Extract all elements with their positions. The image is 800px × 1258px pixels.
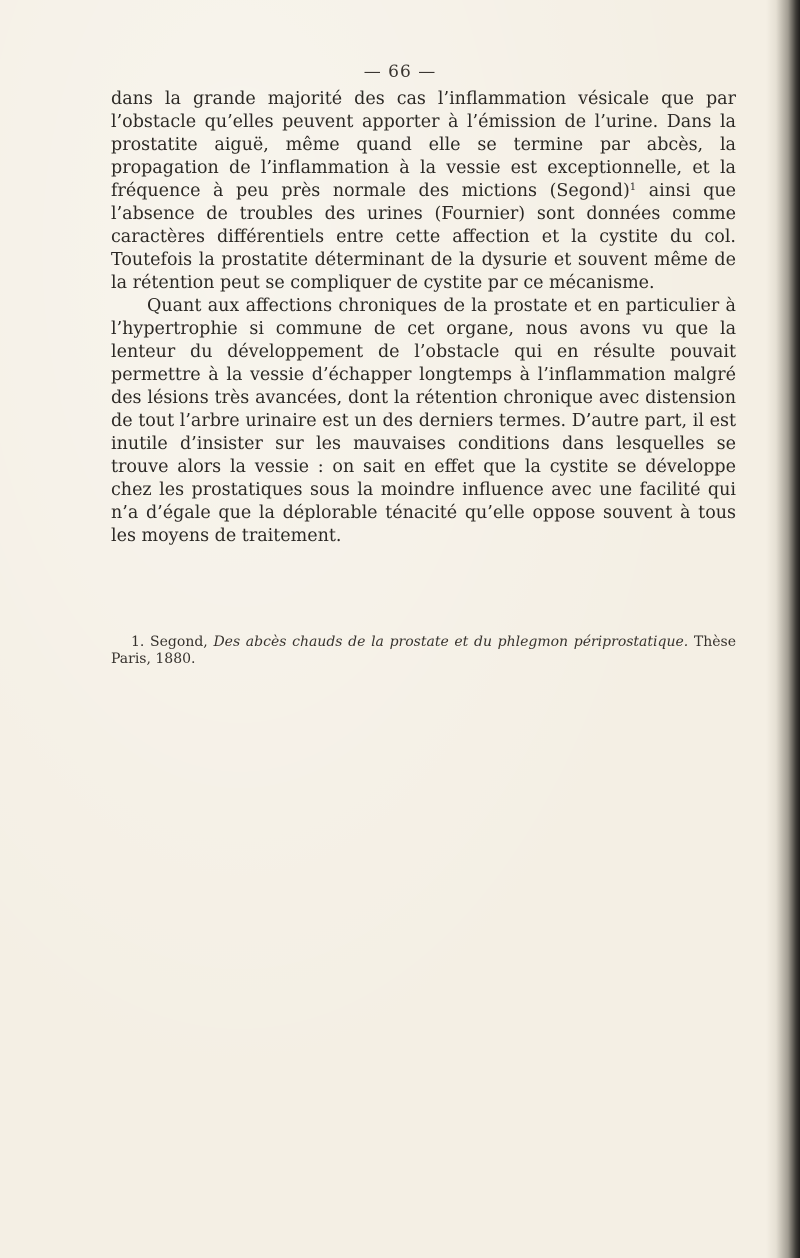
paragraph-2: Quant aux affections chroniques de la prostate et en particulier à l’hypertrophie si commune de cet organe, nous avons vu que la lenteur du développement de l’obstacle qui en résulte pouvait permettre à la vessie d’échapper longtemps à l’inflammation malgré des lésions très avancées, dont la rétention chronique avec distension de tout l’arbre urinaire est un des derniers termes. D’autre part, il est inutile d’insister sur les mauvaises conditions dans lesquelles se trouve alors la vessie : on sait en effet que la cystite se développe chez les prostatiques sous la moindre influence avec une facilité qui n’a d’égale que la déplorable ténacité qu’elle oppose souvent à tous les moyens de traitement. xyxy=(111,296,736,546)
paragraph-1-text: dans la grande majorité des cas l’inflammation vésicale que par l’obstacle qu’elles peuvent apporter à l’émission de l’urine. Dans la prostatite aiguë, même quand elle se termine par abcès, la propagation de l’inflammation à la vessie est exceptionnelle, et la fréquence à peu près normale des mictions (Segond) xyxy=(111,89,736,201)
binding-edge-shadow xyxy=(766,0,800,1258)
footnote-title: Des abcès chauds de la prostate et du phlegmon périprostatique. xyxy=(213,634,689,650)
footnote xyxy=(111,634,736,668)
paragraph-1 xyxy=(111,88,736,295)
paragraph-1-continuation: ainsi que l’absence de troubles des urines (Fournier) sont données comme caractères différentiels entre cette affection et la cystite du col. Toutefois la prostatite déterminant de la dysurie et souvent même de la rétention peut se compliquer de cystite par ce mécanisme. xyxy=(111,181,736,293)
footnote-reference: 1 xyxy=(629,182,637,193)
footnote-number: 1. xyxy=(131,634,145,650)
page-number: — 66 — xyxy=(363,62,437,82)
main-text xyxy=(111,88,736,548)
footnote-author: Segond, xyxy=(150,634,208,650)
footnote-publication: Thèse Paris, 1880. xyxy=(111,634,737,667)
